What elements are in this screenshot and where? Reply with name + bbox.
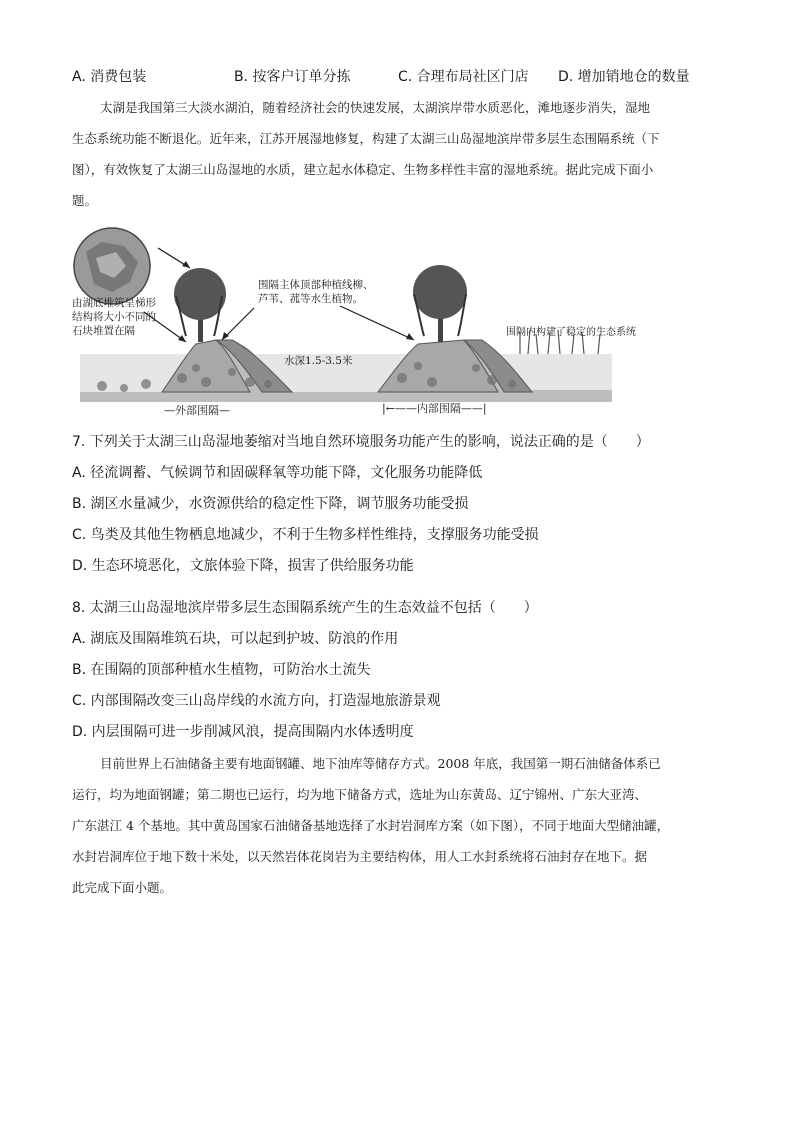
passage-line: 图），有效恢复了太湖三山岛湿地的水质，建立起水体稳定、生物多样性丰富的湿地系统。据此完成下面小 xyxy=(72,162,654,177)
q8-option-a: A. 湖底及围隔堆筑石块，可以起到护坡、防浪的作用 xyxy=(72,631,399,647)
question-8-stem: 8. 太湖三山岛湿地滨岸带多层生态围隔系统产生的生态效益不包括（ ） xyxy=(72,600,538,616)
passage-line: 广东湛江 4 个基地。其中黄岛国家石油储备基地选择了水封岩洞库方案（如下图），不同于地面大型储油罐， xyxy=(72,818,670,833)
label-water-depth: 水深1.5-3.5米 xyxy=(284,355,353,367)
label-ecosystem: 围隔内构建了稳定的生态系统 xyxy=(506,327,636,338)
label-line: 结构将大小不同的 xyxy=(72,311,156,323)
label-outer-barrier: —外部围隔— xyxy=(164,404,230,417)
passage-line: 太湖是我国第三大淡水湖泊，随着经济社会的快速发展，太湖滨岸带水质恶化，滩地逐步消失，湿地 xyxy=(100,100,651,115)
q7-option-a: A. 径流调蓄、气候调节和固碳释氧等功能下降，文化服务功能降低 xyxy=(72,465,483,481)
passage-line: 目前世界上石油储备主要有地面钢罐、地下油库等储存方式。2008 年底，我国第一期石油储备体系已 xyxy=(100,756,661,771)
passage-line: 此完成下面小题。 xyxy=(72,880,173,895)
prev-option-a: A. 消费包装 xyxy=(72,69,147,85)
label-line: 由湖底堆筑呈梯形 xyxy=(72,297,156,309)
passage-line: 题。 xyxy=(72,193,98,208)
q7-option-c: C. 鸟类及其他生物栖息地减少，不利于生物多样性维持，支撑服务功能受损 xyxy=(72,527,539,543)
q7-option-d: D. 生态环境恶化，文旅体验下降，损害了供给服务功能 xyxy=(72,558,414,574)
q8-option-b: B. 在围隔的顶部种植水生植物，可防治水土流失 xyxy=(72,662,371,678)
prev-option-d: D. 增加销地仓的数量 xyxy=(558,69,690,85)
passage-line: 运行，均为地面钢罐；第二期也已运行，均为地下储备方式，选址为山东黄岛、辽宁锦州、广东大亚湾、 xyxy=(72,787,648,802)
label-line: 芦苇、菰等水生植物。 xyxy=(258,293,363,305)
q8-option-d: D. 内层围隔可进一步削减风浪，提高围隔内水体透明度 xyxy=(72,724,414,740)
passage-line: 生态系统功能不断退化。近年来，江苏开展湿地修复，构建了太湖三山岛湿地滨岸带多层生态围隔系统（下 xyxy=(72,131,660,146)
passage-taihu xyxy=(72,92,722,216)
passage-oil-reserve xyxy=(72,748,722,903)
q8-option-c: C. 内部围隔改变三山岛岸线的水流方向，打造湿地旅游景观 xyxy=(72,693,441,709)
label-plants xyxy=(258,278,374,306)
willow-tree-right xyxy=(413,265,467,342)
q7-option-b: B. 湖区水量减少，水资源供给的稳定性下降，调节服务功能受损 xyxy=(72,496,469,512)
prev-option-b: B. 按客户订单分拣 xyxy=(234,69,351,85)
label-line: 石块堆置在隔 xyxy=(72,325,135,337)
prev-option-c: C. 合理布局社区门店 xyxy=(398,69,529,85)
wetland-barrier-figure xyxy=(72,222,636,422)
question-7-stem: 7. 下列关于太湖三山岛湿地萎缩对当地自然环境服务功能产生的影响，说法正确的是（ ） xyxy=(72,434,650,450)
passage-line: 水封岩洞库位于地下数十米处，以天然岩体花岗岩为主要结构体，用人工水封系统将石油封存在地下。据 xyxy=(72,849,648,864)
willow-tree-left xyxy=(174,268,226,342)
label-line: 围隔主体顶部种植线柳、 xyxy=(258,279,374,291)
label-rock-structure xyxy=(72,296,156,338)
label-inner-barrier: |←——内部围隔——| xyxy=(382,402,487,415)
